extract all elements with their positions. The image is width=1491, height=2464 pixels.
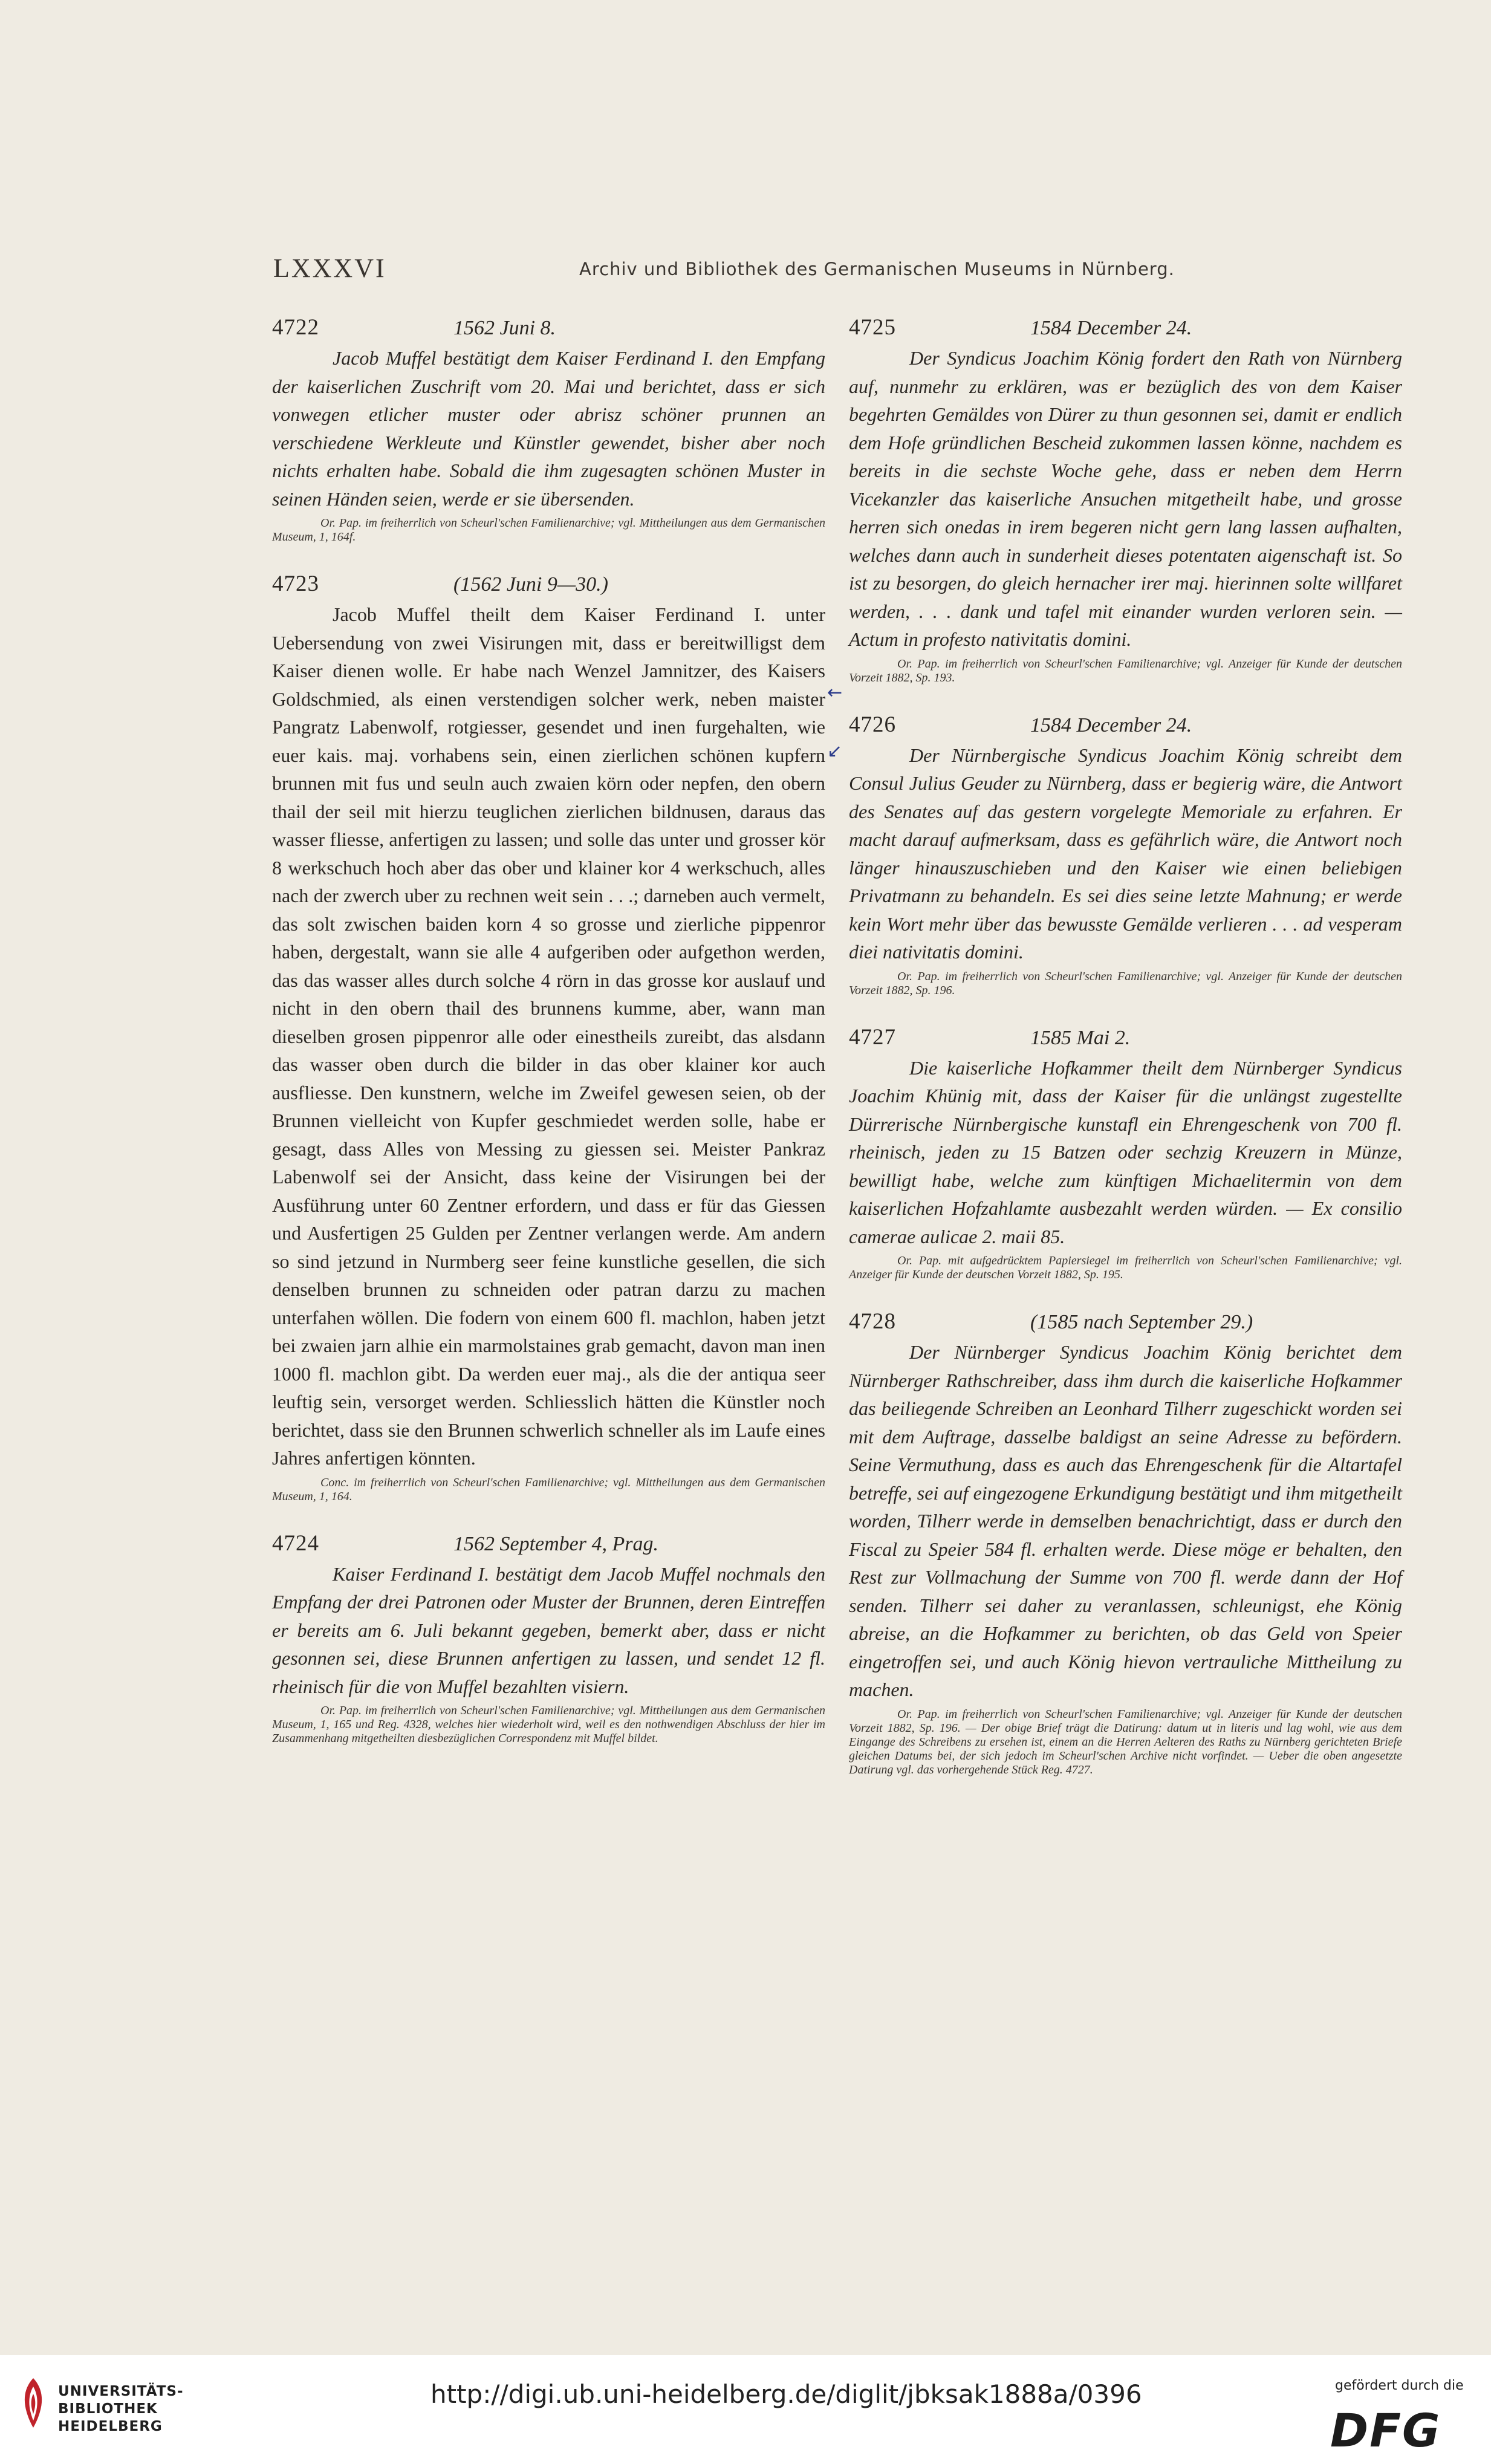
entry-text: Der Nürnbergische Syndicus Joachim König schreibt dem Consul Julius Geuder zu Nürnberg, dass er begierig wäre, die Antwort des Senates auf das gestern vorgelegte Memoriale zu erfahren. Er macht darauf aufmerksam, dass es gefährlich wäre, die Antwort noch länger hinauszuschieben und den Kaiser wie einen beliebigen Privatmann zu behandeln. Es sei dies seine letzte Mahnung; er werde kein Wort mehr über das bewusste Gemälde verlieren . . . ad vesperam diei nativitatis domini. <box>849 744 1402 963</box>
entry-number: 4728 <box>849 1309 896 1334</box>
entry-number: 4726 <box>849 712 896 737</box>
running-title: Archiv und Bibliothek des Germanischen Museums in Nürnberg. <box>579 259 1175 279</box>
register-entry <box>272 1530 825 1746</box>
entry-number: 4725 <box>849 315 896 340</box>
entry-source-note: Conc. im freiherrlich von Scheurl'schen Familienarchive; vgl. Mittheilungen aus dem Germanischen Museum, 1, 164. <box>272 1475 825 1503</box>
dfg-logo: DFG <box>1330 2404 1441 2457</box>
margin-arrow-icon: ← <box>827 682 843 703</box>
left-column <box>272 314 825 1772</box>
entry-source-note: Or. Pap. im freiherrlich von Scheurl'schen Familienarchive; vgl. Anzeiger für Kunde der deutschen Vorzeit 1882, Sp. 193. <box>849 657 1402 684</box>
entry-date: (1562 Juni 9—30.) <box>453 573 608 596</box>
entry-date: 1562 September 4, Prag. <box>453 1532 659 1555</box>
university-library-label: UNIVERSITÄTS- BIBLIOTHEK HEIDELBERG <box>58 2384 184 2434</box>
right-column <box>849 314 1402 1804</box>
entry-source-note: Or. Pap. im freiherrlich von Scheurl'schen Familienarchive; vgl. Mittheilungen aus dem Germanischen Museum, 1, 165 und Reg. 4328, welches hier wiederholt wird, weil es den nothwendigen Abschluss der hier im Zusammenhang mitgetheilten diesbezüglichen Correspondenz mit Muffel bildet. <box>272 1704 825 1745</box>
entry-date: (1585 nach September 29.) <box>1030 1311 1253 1333</box>
entry-source-note: Or. Pap. mit aufgedrücktem Papiersiegel im freiherrlich von Scheurl'schen Familienarchive; vgl. Anzeiger für Kunde der deutschen Vorzeit 1882, Sp. 195. <box>849 1254 1402 1281</box>
entry-source-note: Or. Pap. im freiherrlich von Scheurl'schen Familienarchive; vgl. Anzeiger für Kunde der deutschen Vorzeit 1882, Sp. 196. <box>849 969 1402 997</box>
margin-arrow-icon: ↙ <box>827 741 843 762</box>
entry-date: 1585 Mai 2. <box>1030 1026 1131 1049</box>
entry-text: Jacob Muffel theilt dem Kaiser Ferdinand I. unter Uebersendung von zwei Visirungen mit, dass er bereitwilligst dem Kaiser dienen wolle. Er habe nach Wenzel Jamnitzer, des Kaisers Goldschmied, als einen verstendigen solcher werk, neben maister Pangratz Labenwolf, rotgiesser, gesendet und inen furgehalten, wie euer kais. maj. vorhabens sein, einen zierlichen schönen kupfern brunnen mit fus und seuln auch zwaien körn oder nepfen, den obern thail der seil mit hierzu teuglichen zierlichen bildnusen, daraus das wasser fliesse, anfertigen zu lassen; und solle das unter und grosser kör 8 werkschuch hoch aber das ober und klainer kor 4 werkschuch, alles nach der zwerch uber zu rechnen weit sein . . .; darneben auch vermelt, das solt zwischen baiden korn 4 so grosse und zierliche pippenror haben, dergestalt, wann sie alle 4 aufgeriben oder aufgethon werden, das das wasser alles durch solche 4 rörn in das grosse kor auslauf und nicht in den obern thail des brunnens kumme, aber, wann man dieselben grosen pippenror alle oder einestheils zureibt, das alsdann das wasser oben durch die bilder in das ober klainer kor auch ausfliesse. Den kunstnern, welche im Zweifel gewesen seien, ob der Brunnen vielleicht von Kupfer geschmiedet werden solle, habe er gesagt, dass Alles von Messing zu giessen sei. Meister Pankraz Labenwolf sei der Ansicht, dass keine der Visirungen bei der Ausführung unter 60 Zentner erfordern, und dass er für das Giessen und Ausfertigen 25 Gulden per Zentner verlangen werde. Am andern so sind jetzund in Nurmberg seer feine kunstliche gesellen, die sich denselben brunnen zu schneiden oder patran darzu zu machen unterfahen wöllen. Die fodern von einem 600 fl. machlon, haben jetzt bei zwaien jarn alhie ein marmolstaines grab gemacht, davon man inen 1000 fl. machlon gibt. Da werden euer maj., als die der antiqua seer leuftig sein, versorget werden. Schliesslich hätten die Künstler noch berichtet, dass sie den Brunnen schwerlich schneller als im Laufe eines Jahres anfertigen könnten. <box>272 603 825 1469</box>
entry-source-note: Or. Pap. im freiherrlich von Scheurl'schen Familienarchive; vgl. Anzeiger für Kunde der deutschen Vorzeit 1882, Sp. 196. — Der obige Brief trägt die Datirung: datum ut in literis und lag wohl, wie aus dem Eingange des Schreibens zu ersehen ist, einem an die Herren Aelteren des Raths zu Nürnberg gerichteten Briefe gleichen Datums bei, der sich jedoch im Scheurl'schen Archive nicht vorfindet. — Ueber die oben angesetzte Datirung vgl. das vorhergehende Stück Reg. 4727. <box>849 1707 1402 1776</box>
entry-text: Die kaiserliche Hofkammer theilt dem Nürnberger Syndicus Joachim Khünig mit, dass der Kaiser für die unlängst zugestellte Dürrerische Nürnbergische kunstafl ein Ehrengeschenk von 700 fl. rheinisch, jeden zu 15 Batzen oder sechzig Kreuzern in Münze, bewilligt habe, welche zum künftigen Michaelitermin von dem kaiserlichen Hofzahlamte ausbezahlt werden würden. — Ex consilio camerae aulicae 2. maii 85. <box>849 1056 1402 1247</box>
entry-date: 1584 December 24. <box>1030 714 1192 736</box>
entry-text: Jacob Muffel bestätigt dem Kaiser Ferdinand I. den Empfang der kaiserlichen Zuschrift vom 20. Mai und berichtet, dass er sich vonwegen etlicher muster oder abrisz schöner prunnen an verschiedene Werkleute und Künstler gewendet, bisher aber noch nichts erhalten habe. Sobald die ihm zugesagten schönen Muster in seinen Händen seien, werde er sie übersenden. <box>272 347 825 510</box>
entry-text: Der Nürnberger Syndicus Joachim König berichtet dem Nürnberger Rathschreiber, dass ihm durch die kaiserliche Hofkammer das beiliegende Schreiben an Leonhard Tilherr zugeschickt worden sei mit dem Auftrage, dasselbe baldigst an seine Adresse zu befördern. Seine Vermuthung, dass es auch das Ehrengeschenk für die Altartafel betreffe, sei auf eingezogene Erkundigung bestätigt und ihm mitgetheilt worden, Tilherr werde in demselben benachrichtigt, dass er durch den Fiscal zu Speier 584 fl. erhalten werde. Diese möge er behalten, den Rest zur Vollmachung der Summe von 700 fl. werde dann der Hof senden. Tilherr sei daher zu veranlassen, schleunigst, ehe König abreise, an die Hofkammer zu berichten, ob das Geld von Speier eingetroffen sei, und auch König hievon vertrauliche Mittheilung zu machen. <box>849 1341 1402 1700</box>
university-seal-icon <box>18 2376 48 2430</box>
entry-date: 1584 December 24. <box>1030 317 1192 339</box>
entry-number: 4724 <box>272 1530 319 1556</box>
entry-date: 1562 Juni 8. <box>453 317 556 339</box>
entry-number: 4722 <box>272 315 319 340</box>
register-entry <box>849 712 1402 998</box>
entry-number: 4727 <box>849 1024 896 1050</box>
permalink-url[interactable]: http://digi.ub.uni-heidelberg.de/diglit/jbksak1888a/0396 <box>430 2379 1142 2409</box>
entry-text: Der Syndicus Joachim König fordert den Rath von Nürnberg auf, nunmehr zu erklären, was er bezüglich des von dem Kaiser begehrten Gemäldes von Dürer zu thun gesonnen sei, damit er endlich dem Hofe gründlichen Bescheid zukommen lassen könne, nachdem es bereits in die sechste Woche gehe, dass er neben dem Herrn Vicekanzler das kaiserliche Ansuchen mitgetheilt habe, und grosse herren sich onedas in irem begeren nicht gern lang lassen aufhalten, welches dann auch in sunderheit dieses potentaten aigenschaft ist. So ist zu besorgen, do gleich hernacher irer maj. hierinnen solte willfaret werden, . . . dank und tafel mit einander wurden verloren sein. — Actum in profesto nativitatis domini. <box>849 347 1402 650</box>
page-number: LXXXVI <box>273 253 386 283</box>
entry-number: 4723 <box>272 571 319 596</box>
entry-source-note: Or. Pap. im freiherrlich von Scheurl'schen Familienarchive; vgl. Mittheilungen aus dem Germanischen Museum, 1, 164f. <box>272 516 825 544</box>
register-entry <box>272 314 825 544</box>
register-entry <box>272 571 825 1504</box>
funder-caption: gefördert durch die <box>1335 2378 1464 2393</box>
register-entry <box>849 1024 1402 1282</box>
register-entry <box>849 1308 1402 1777</box>
viewer-footer <box>0 2355 1491 2464</box>
register-entry <box>849 314 1402 685</box>
entry-text: Kaiser Ferdinand I. bestätigt dem Jacob Muffel nochmals den Empfang der drei Patronen oder Muster der Brunnen, deren Eintreffen er bereits am 6. Juli bekannt gegeben, bemerkt aber, dass er nicht gesonnen sei, diese Brunnen anfertigen zu lassen, und sendet 12 fl. rheinisch für die von Muffel bezahlten visiern. <box>272 1562 825 1697</box>
